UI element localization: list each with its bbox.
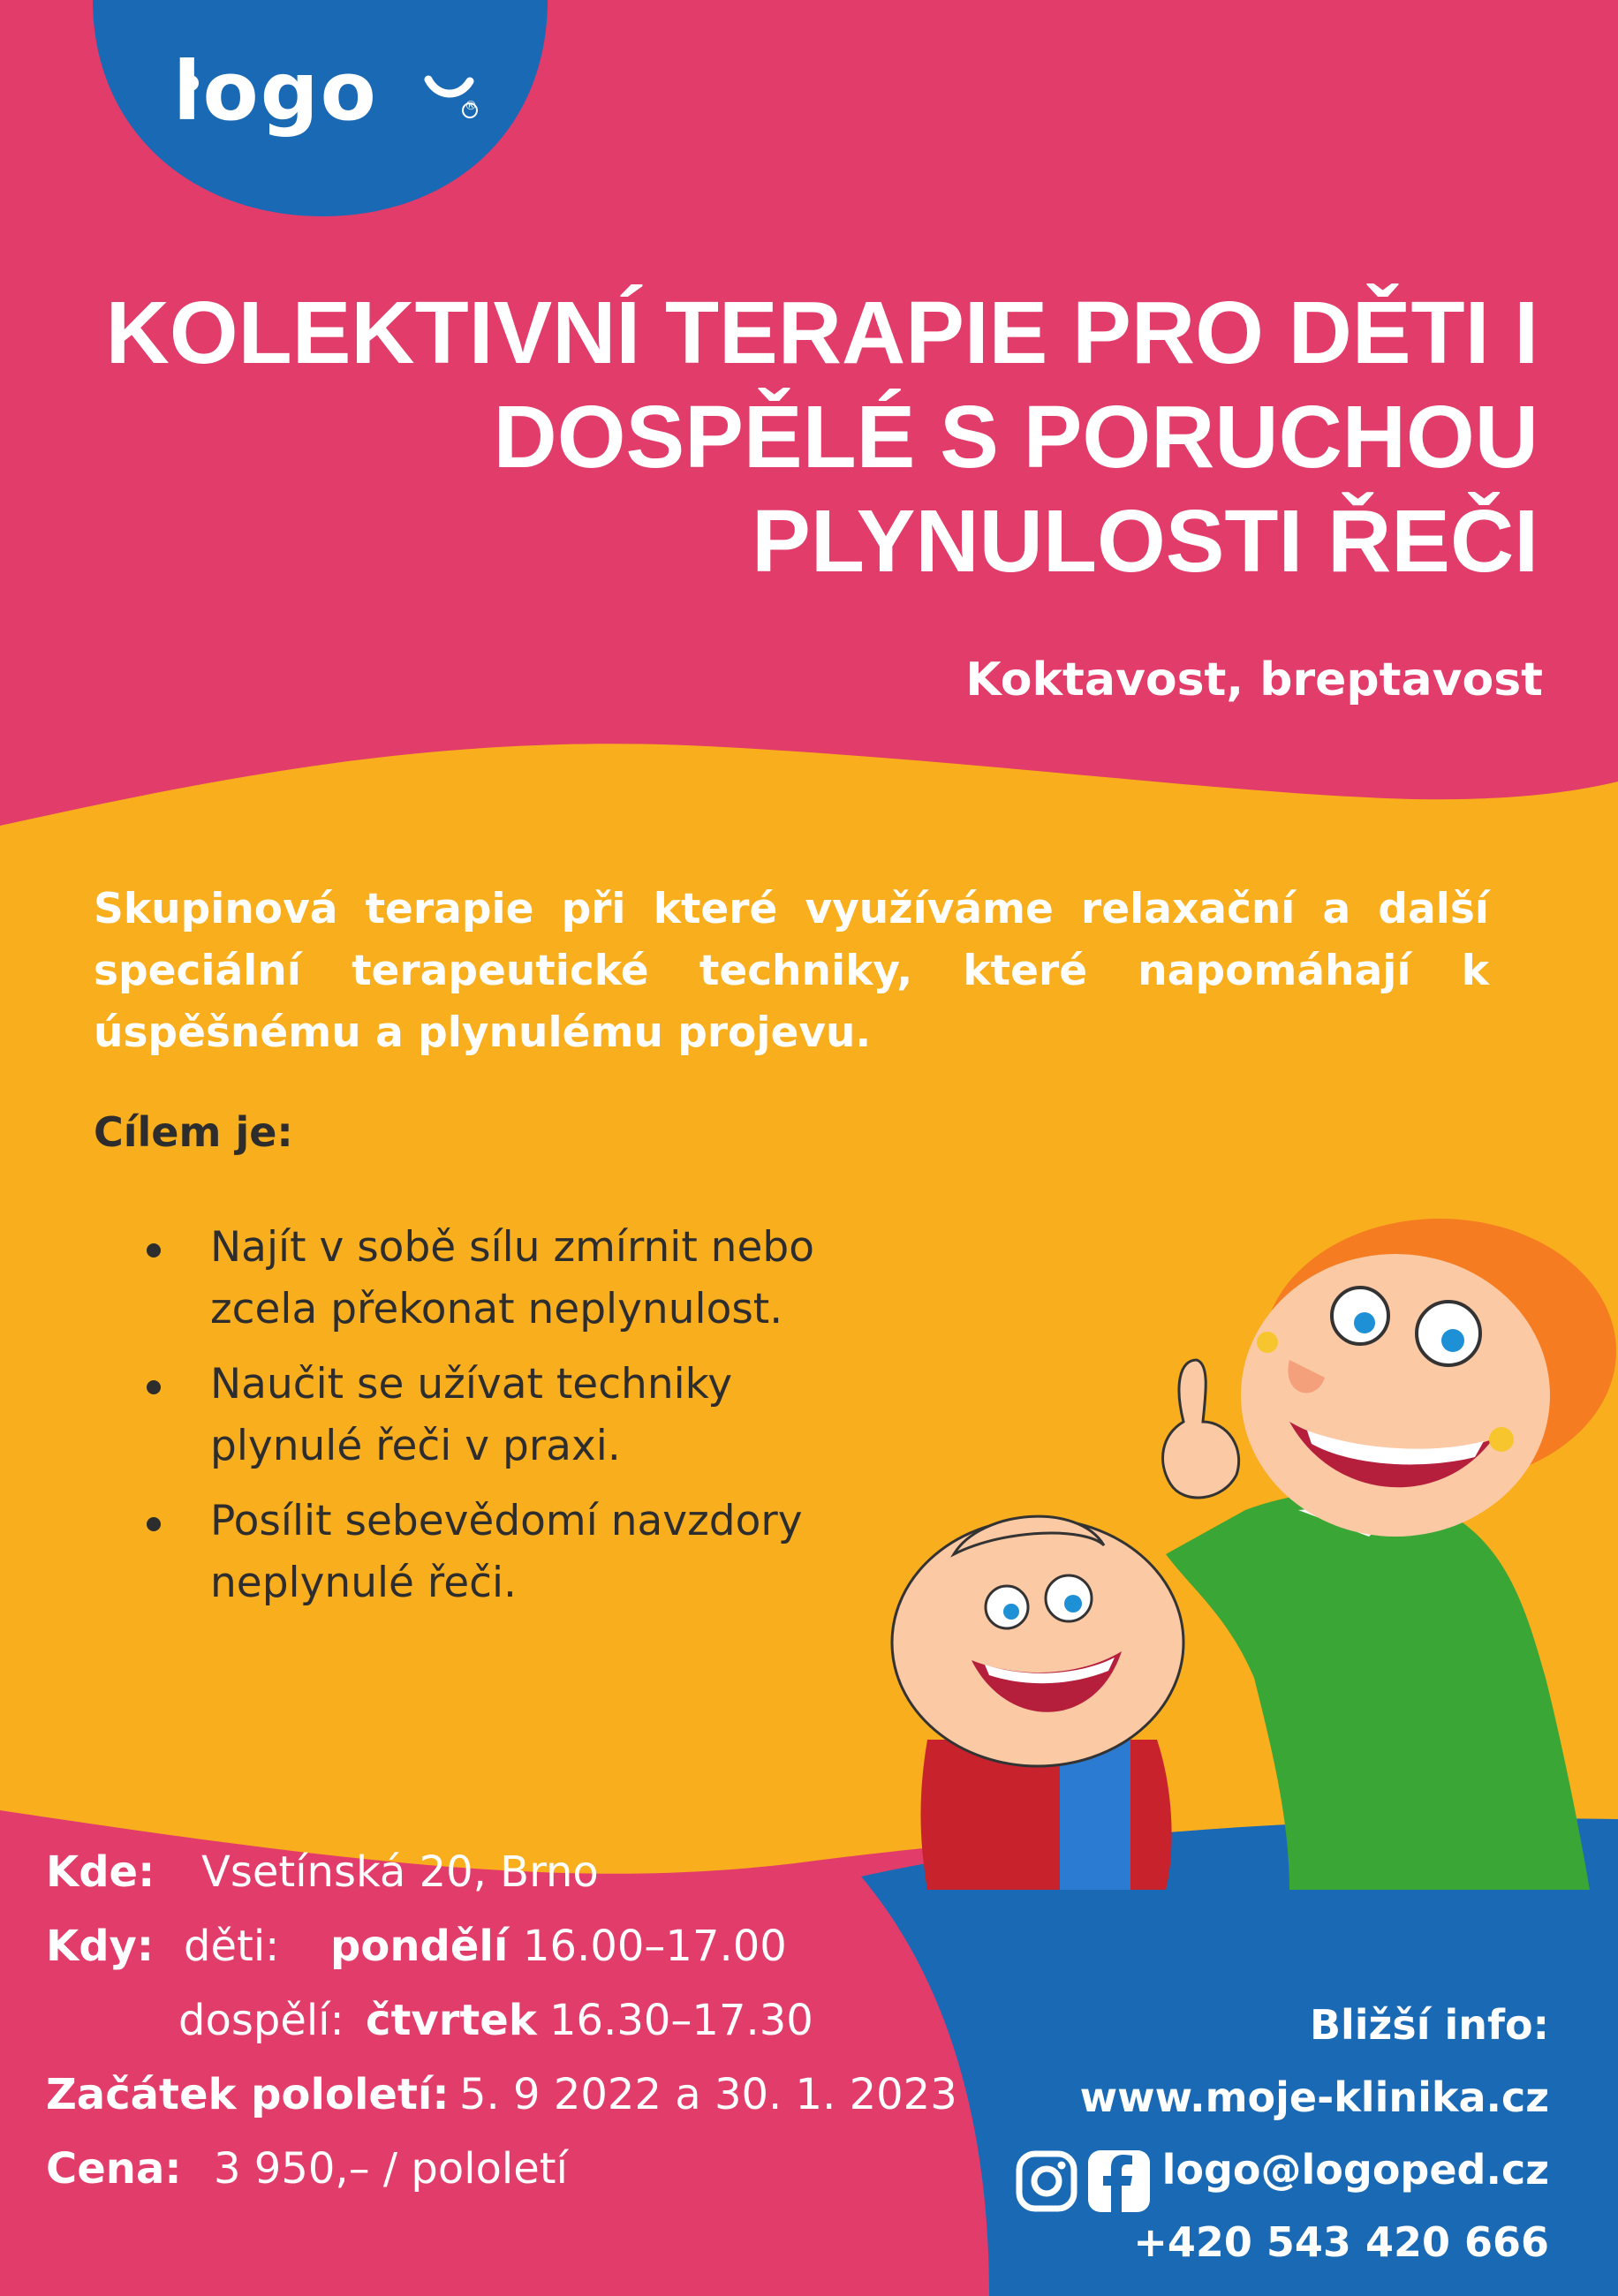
info-block xyxy=(46,1835,957,2206)
title-line-3: PLYNULOSTI ŘEČI xyxy=(752,492,1539,591)
schedule-children-row xyxy=(46,1909,787,1983)
social-icons xyxy=(1016,2150,1157,2214)
schedule-label: Kdy: xyxy=(46,1922,155,1971)
start-row xyxy=(46,2058,957,2132)
schedule-adults-row xyxy=(46,1983,813,2058)
logo xyxy=(88,0,548,212)
list-item: Posílit sebevědomí navzdory neplynulé řeči. xyxy=(132,1491,892,1614)
list-item: Naučit se užívat techniky plynulé řeči v praxi. xyxy=(132,1354,892,1477)
title-line-2: DOSPĚLÉ S PORUCHOU xyxy=(493,388,1539,487)
contact-label: Bližší info: xyxy=(1309,2001,1549,2049)
goal-label: Cílem je: xyxy=(94,1108,293,1156)
woman-face xyxy=(1241,1254,1550,1537)
location-row xyxy=(46,1835,599,1909)
boy-face xyxy=(892,1519,1183,1766)
price-row xyxy=(46,2132,568,2206)
instagram-icon[interactable] xyxy=(1016,2150,1077,2212)
subtitle: Koktavost, breptavost xyxy=(965,653,1543,706)
adults-time: 16.30–17.30 xyxy=(549,1996,813,2045)
woman-body xyxy=(1166,1492,1590,1890)
registered-mark: ® xyxy=(465,99,477,113)
phone-number[interactable]: +420 543 420 666 xyxy=(1133,2218,1549,2266)
price-value: 3 950,– / pololetí xyxy=(214,2144,568,2194)
website-link[interactable]: www.moje-klinika.cz xyxy=(1079,2073,1549,2121)
children-label: děti: xyxy=(184,1922,280,1971)
location-label: Kde: xyxy=(46,1847,155,1897)
intro-text: Skupinová terapie při které využíváme relaxační a další speciální terapeutické techniky, které napomáhají k úspěšnému a plynulému projevu. xyxy=(94,885,1489,1057)
adults-day: čtvrtek xyxy=(366,1996,537,2045)
start-value: 5. 9 2022 a 30. 1. 2023 xyxy=(459,2070,957,2119)
cartoon-illustration xyxy=(874,1219,1618,1890)
start-label: Začátek pololetí: xyxy=(46,2070,450,2119)
title-line-1: KOLEKTIVNÍ TERAPIE PRO DĚTI I xyxy=(105,283,1539,382)
contact-block xyxy=(1080,1989,1549,2278)
logo-text: logo xyxy=(173,44,378,139)
price-label: Cena: xyxy=(46,2144,182,2194)
facebook-icon[interactable] xyxy=(1088,2150,1150,2212)
children-day: pondělí xyxy=(330,1922,509,1971)
adults-label: dospělí: xyxy=(178,1996,344,2045)
goal-list xyxy=(132,1217,892,1628)
list-item: Najít v sobě sílu zmírnit nebo zcela překonat neplynulost. xyxy=(132,1217,892,1341)
children-time: 16.00–17.00 xyxy=(523,1922,787,1971)
page-title xyxy=(37,281,1539,593)
email-link[interactable]: logo@logoped.cz xyxy=(1161,2146,1549,2194)
location-value: Vsetínská 20, Brno xyxy=(201,1847,599,1897)
